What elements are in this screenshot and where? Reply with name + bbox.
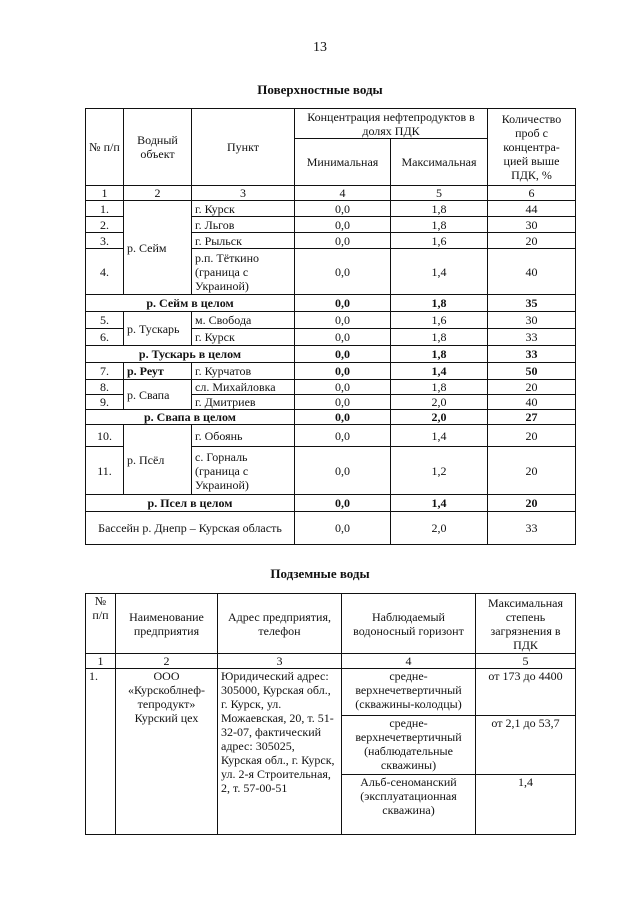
total-label: р. Псел в целом <box>86 495 295 512</box>
header-max: Максимальная <box>391 139 488 186</box>
pct-value: 33 <box>488 346 576 363</box>
min-value: 0,0 <box>295 395 391 410</box>
row-num: 9. <box>86 395 124 410</box>
max-value: 1,8 <box>391 295 488 312</box>
header-horizon: Наблюдаемый водоносный горизонт <box>342 594 476 654</box>
colnum: 4 <box>295 186 391 201</box>
pct-value: 33 <box>488 329 576 346</box>
pct-value: 35 <box>488 295 576 312</box>
point-name: г. Курск <box>192 329 295 346</box>
header-num: № п/п <box>86 594 116 654</box>
pct-value: 50 <box>488 363 576 380</box>
total-label: р. Свапа в целом <box>86 410 295 425</box>
underground-water-table <box>85 593 576 835</box>
row-num: 8. <box>86 380 124 395</box>
river-name: р. Реут <box>124 363 192 380</box>
colnum: 2 <box>124 186 192 201</box>
row-num: 10. <box>86 425 124 447</box>
colnum: 6 <box>488 186 576 201</box>
min-value: 0,0 <box>295 512 391 545</box>
table-row <box>86 363 576 380</box>
table-row <box>86 380 576 395</box>
max-value: 2,0 <box>391 512 488 545</box>
total-row <box>86 410 576 425</box>
min-value: 0,0 <box>295 346 391 363</box>
max-value: 1,4 <box>391 425 488 447</box>
total-label: р. Тускарь в целом <box>86 346 295 363</box>
row-num: 2. <box>86 217 124 233</box>
header-point: Пункт <box>192 109 295 186</box>
colnum: 1 <box>86 186 124 201</box>
min-value: 0,0 <box>295 447 391 495</box>
point-name: г. Рыльск <box>192 233 295 249</box>
surface-water-title: Поверхностные воды <box>257 82 383 97</box>
min-value: 0,0 <box>295 495 391 512</box>
pct-value: 20 <box>488 447 576 495</box>
row-num: 3. <box>86 233 124 249</box>
table-row <box>86 312 576 329</box>
row-num: 5. <box>86 312 124 329</box>
max-value: 2,0 <box>391 395 488 410</box>
header-concentration: Концентрация нефтепродуктов в долях ПДК <box>295 109 488 139</box>
header-min: Минимальная <box>295 139 391 186</box>
basin-row <box>86 512 576 545</box>
table-row <box>86 201 576 217</box>
horizon-name: Альб-сеноманский (эксплуатационная скважина) <box>342 775 476 835</box>
surface-water-table <box>85 108 576 545</box>
page-number: 13 <box>313 40 327 55</box>
pct-value: 20 <box>488 425 576 447</box>
pct-value: 27 <box>488 410 576 425</box>
min-value: 0,0 <box>295 201 391 217</box>
horizon-name: средне-верхнечетвертичный (наблюдательные скважины) <box>342 716 476 775</box>
pct-value: 30 <box>488 217 576 233</box>
max-value: 1,4 <box>391 363 488 380</box>
max-value: 1,6 <box>391 233 488 249</box>
company-name: ООО «Курскоблнеф-тепродукт» Курский цех <box>116 669 218 835</box>
row-num: 7. <box>86 363 124 380</box>
pollution-value: от 173 до 4400 <box>476 669 576 716</box>
total-label: р. Сейм в целом <box>86 295 295 312</box>
row-num: 1. <box>86 669 116 835</box>
max-value: 1,8 <box>391 217 488 233</box>
header-num: № п/п <box>86 109 124 186</box>
table-row <box>86 425 576 447</box>
row-num: 4. <box>86 249 124 295</box>
point-name: г. Курск <box>192 201 295 217</box>
river-name: р. Псёл <box>124 425 192 495</box>
max-value: 1,4 <box>391 495 488 512</box>
pct-value: 20 <box>488 495 576 512</box>
max-value: 1,8 <box>391 329 488 346</box>
horizon-name: средне-верхнечетвертичный (скважины-колодцы) <box>342 669 476 716</box>
row-num: 1. <box>86 201 124 217</box>
min-value: 0,0 <box>295 363 391 380</box>
table-row <box>86 669 576 716</box>
total-row <box>86 295 576 312</box>
max-value: 1,4 <box>391 249 488 295</box>
colnum: 1 <box>86 654 116 669</box>
total-row <box>86 346 576 363</box>
max-value: 1,6 <box>391 312 488 329</box>
point-name: с. Горналь (граница с Украиной) <box>192 447 295 495</box>
colnum: 3 <box>192 186 295 201</box>
company-address: Юридический адрес: 305000, Курская обл., г. Курск, ул. Можаевская, 20, т. 51-32-07, фактический адрес: 305025, Курская обл., г. Курск, ул. 2-я Строительная, 2, т. 57-00-51 <box>218 669 342 835</box>
underground-water-title: Подземные воды <box>270 566 370 581</box>
row-num: 6. <box>86 329 124 346</box>
pollution-value: от 2,1 до 53,7 <box>476 716 576 775</box>
pct-value: 40 <box>488 249 576 295</box>
point-name: г. Дмитриев <box>192 395 295 410</box>
header-object: Водный объект <box>124 109 192 186</box>
min-value: 0,0 <box>295 249 391 295</box>
river-name: р. Сейм <box>124 201 192 295</box>
point-name: м. Свобода <box>192 312 295 329</box>
point-name: г. Курчатов <box>192 363 295 380</box>
colnum: 5 <box>476 654 576 669</box>
colnum: 2 <box>116 654 218 669</box>
min-value: 0,0 <box>295 312 391 329</box>
min-value: 0,0 <box>295 217 391 233</box>
river-name: р. Тускарь <box>124 312 192 346</box>
point-name: р.п. Тёткино (граница с Украиной) <box>192 249 295 295</box>
min-value: 0,0 <box>295 233 391 249</box>
max-value: 1,8 <box>391 380 488 395</box>
basin-label: Бассейн р. Днепр – Курская область <box>86 512 295 545</box>
row-num: 11. <box>86 447 124 495</box>
pct-value: 20 <box>488 380 576 395</box>
min-value: 0,0 <box>295 380 391 395</box>
point-name: сл. Михайловка <box>192 380 295 395</box>
pct-value: 33 <box>488 512 576 545</box>
header-count: Количество проб с концентра-цией выше ПДК, % <box>488 109 576 186</box>
max-value: 2,0 <box>391 410 488 425</box>
min-value: 0,0 <box>295 425 391 447</box>
pct-value: 44 <box>488 201 576 217</box>
river-name: р. Свапа <box>124 380 192 410</box>
pollution-value: 1,4 <box>476 775 576 835</box>
pct-value: 30 <box>488 312 576 329</box>
total-row <box>86 495 576 512</box>
min-value: 0,0 <box>295 329 391 346</box>
point-name: г. Льгов <box>192 217 295 233</box>
point-name: г. Обоянь <box>192 425 295 447</box>
colnum: 4 <box>342 654 476 669</box>
max-value: 1,8 <box>391 346 488 363</box>
header-name: Наименование предприятия <box>116 594 218 654</box>
min-value: 0,0 <box>295 410 391 425</box>
max-value: 1,2 <box>391 447 488 495</box>
min-value: 0,0 <box>295 295 391 312</box>
header-address: Адрес предприятия, телефон <box>218 594 342 654</box>
pct-value: 40 <box>488 395 576 410</box>
pct-value: 20 <box>488 233 576 249</box>
colnum: 5 <box>391 186 488 201</box>
max-value: 1,8 <box>391 201 488 217</box>
colnum: 3 <box>218 654 342 669</box>
header-max: Максимальная степень загрязнения в ПДК <box>476 594 576 654</box>
